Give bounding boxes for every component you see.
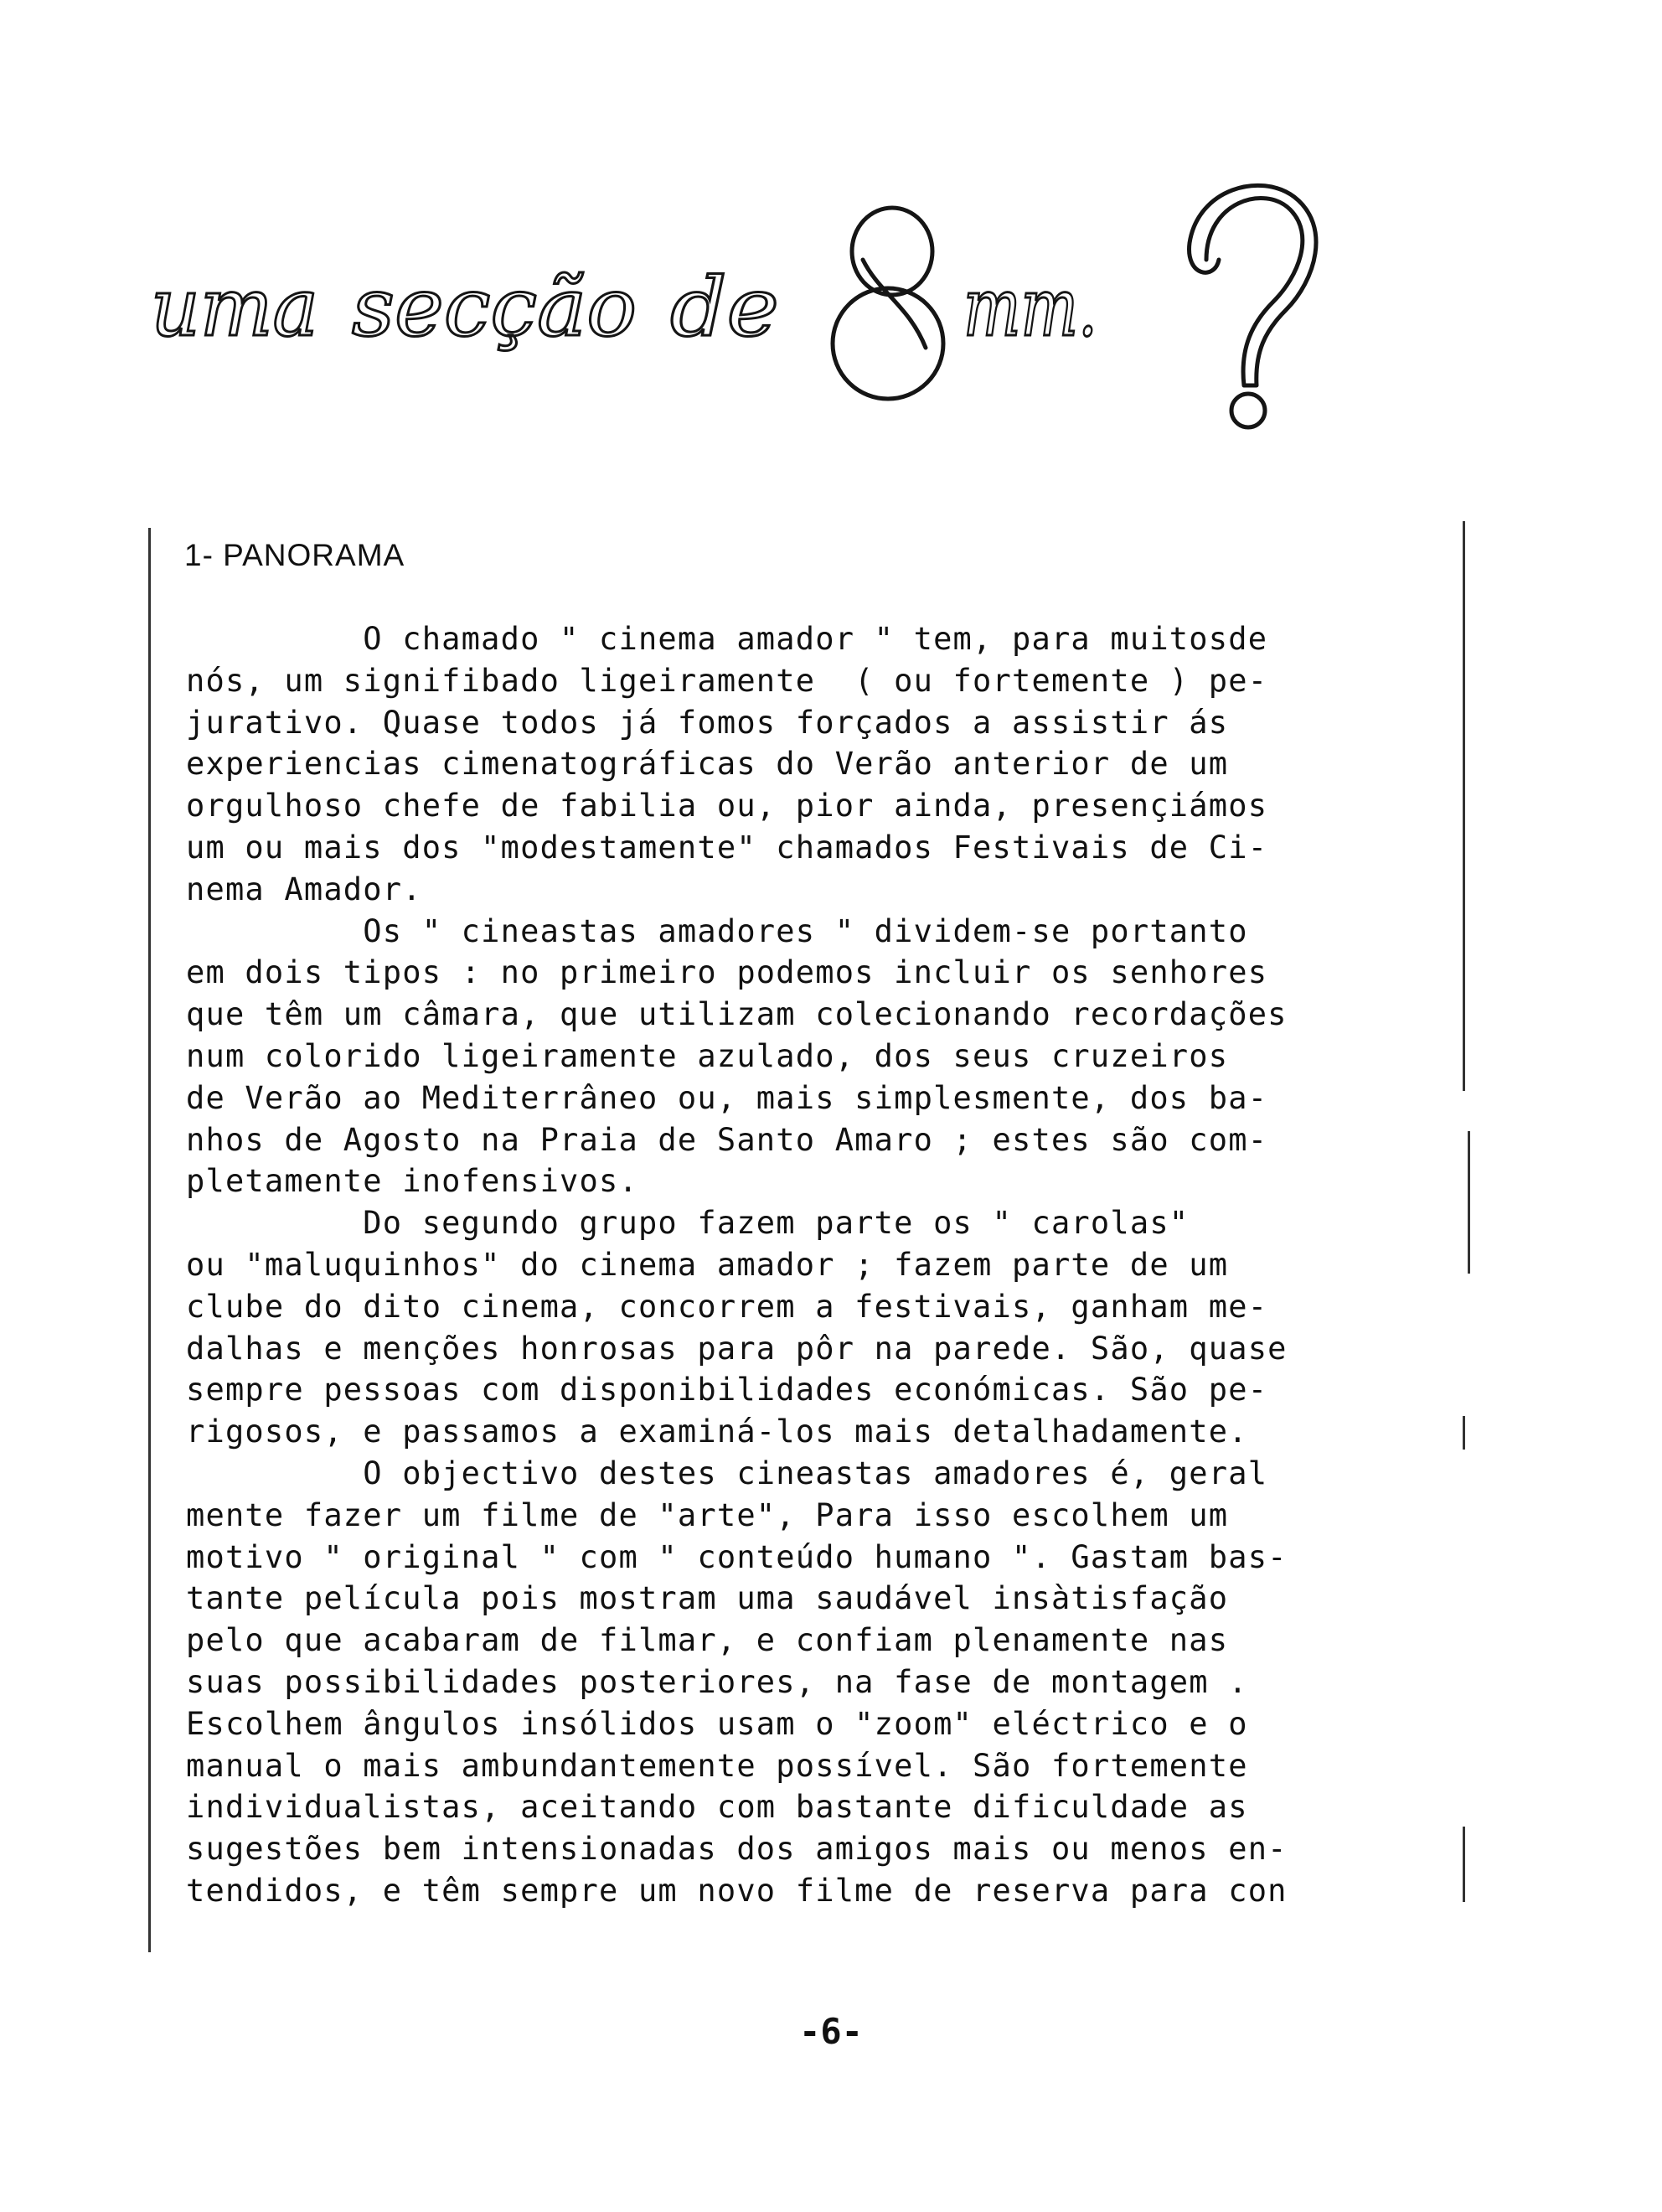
text-line: nhos de Agosto na Praia de Santo Amaro ; estes são com- xyxy=(186,1121,1268,1158)
text-line: motivo " original " com " conteúdo humano ". Gastam bas- xyxy=(186,1538,1288,1575)
article-body xyxy=(186,618,1468,1912)
text-line: um ou mais dos "modestamente" chamados Festivais de Ci- xyxy=(186,829,1268,866)
text-line: nema Amador. xyxy=(186,871,422,907)
page-number: -6- xyxy=(799,2011,863,2052)
handwritten-title xyxy=(126,168,1382,436)
text-line: nós, um signifibado ligeiramente ( ou fortemente ) pe- xyxy=(186,662,1268,699)
text-line: sempre pessoas com disponibilidades económicas. São pe- xyxy=(186,1372,1268,1408)
text-line: tendidos, e têm sempre um novo filme de reserva para con xyxy=(186,1872,1288,1909)
text-line: suas possibilidades posteriores, na fase de montagem . xyxy=(186,1663,1248,1700)
text-line: Do segundo grupo fazem parte os " carolas" xyxy=(186,1205,1190,1242)
handwritten-title-drawing xyxy=(126,168,1382,436)
text-line: que têm um câmara, que utilizam colecionando recordações xyxy=(186,996,1288,1033)
title-word-seccao: secção xyxy=(352,261,637,354)
text-line: orgulhoso chefe de fabilia ou, pior ainda, presençiámos xyxy=(186,788,1268,824)
text-line: experiencias cimenatográficas do Verão anterior de um xyxy=(186,746,1229,783)
text-line: num colorido ligeiramente azulado, dos seus cruzeiros xyxy=(186,1037,1229,1074)
text-line: clube do dito cinema, concorrem a festivais, ganham me- xyxy=(186,1288,1268,1325)
text-line: Os " cineastas amadores " dividem-se portanto xyxy=(186,912,1248,949)
text-line: Escolhem ângulos insólidos usam o "zoom" eléctrico e o xyxy=(186,1705,1248,1742)
title-word-mm: mm. xyxy=(963,261,1097,354)
text-line: em dois tipos : no primeiro podemos incluir os senhores xyxy=(186,954,1268,991)
text-line: mente fazer um filme de "arte", Para isso escolhem um xyxy=(186,1496,1229,1533)
title-word-uma: uma xyxy=(151,261,318,354)
title-word-de: de xyxy=(670,261,779,354)
right-margin-rule xyxy=(1468,1131,1470,1274)
question-mark-glyph xyxy=(1190,185,1317,427)
text-line: pelo que acabaram de filmar, e confiam plenamente nas xyxy=(186,1622,1229,1659)
text-line: tante película pois mostram uma saudável insàtisfação xyxy=(186,1580,1229,1617)
title-eight-glyph xyxy=(833,208,943,399)
text-line: ou "maluquinhos" do cinema amador ; fazem parte de um xyxy=(186,1246,1229,1283)
text-line: manual o mais ambundantemente possível. São fortemente xyxy=(186,1747,1248,1784)
text-line: rigosos, e passamos a examiná-los mais detalhadamente. xyxy=(186,1414,1248,1450)
text-line: individualistas, aceitando com bastante dificuldade as xyxy=(186,1789,1248,1826)
text-line: dalhas e menções honrosas para pôr na parede. São, quase xyxy=(186,1330,1288,1367)
text-line: sugestões bem intensionadas dos amigos mais ou menos en- xyxy=(186,1831,1288,1868)
text-line: O objectivo destes cineastas amadores é, geral xyxy=(186,1455,1268,1491)
text-line: pletamente inofensivos. xyxy=(186,1163,638,1200)
text-line: O chamado " cinema amador " tem, para muitosde xyxy=(186,621,1268,657)
text-line: de Verão ao Mediterrâneo ou, mais simplesmente, dos ba- xyxy=(186,1079,1268,1116)
section-heading: 1- PANORAMA xyxy=(184,538,405,572)
text-line: jurativo. Quase todos já fomos forçados a assistir ás xyxy=(186,704,1229,741)
left-margin-rule xyxy=(148,528,151,1952)
